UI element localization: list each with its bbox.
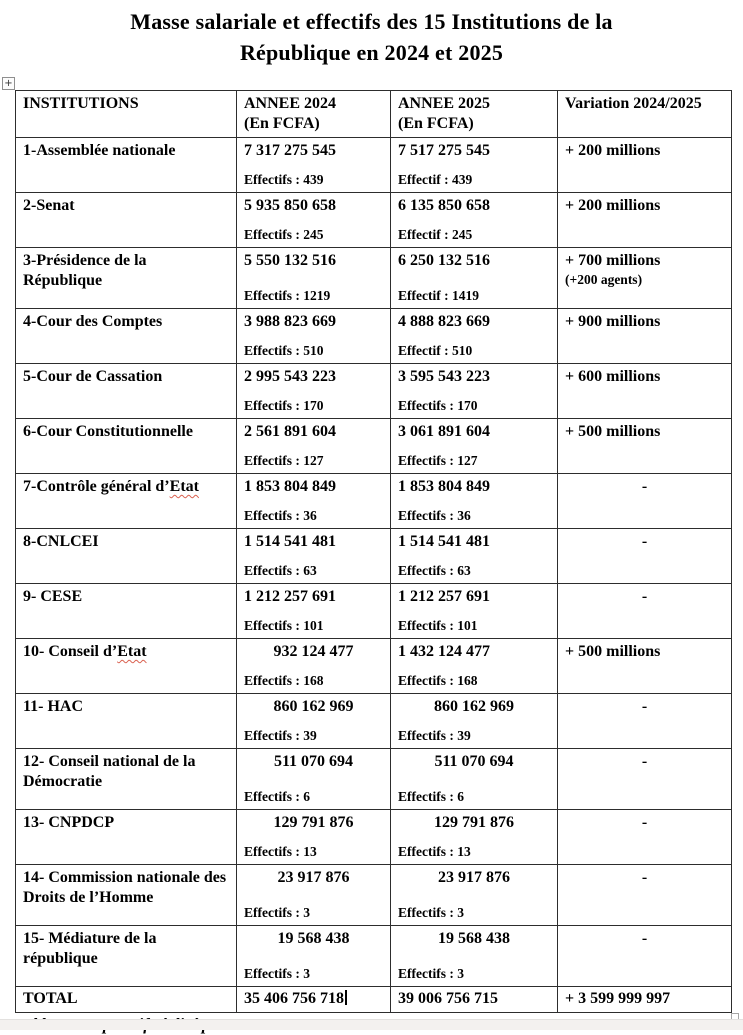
- amount-2024-cell: [237, 419, 391, 474]
- variation-cell: [558, 529, 732, 584]
- effectifs-2025: Effectifs : 13: [398, 844, 471, 859]
- amount-2025-cell: [391, 364, 558, 419]
- institution-cell: 8-CNLCEI: [16, 529, 237, 584]
- variation-cell: [558, 694, 732, 749]
- effectifs-2025: Effectifs : 3: [398, 966, 464, 981]
- table-row: [16, 865, 732, 926]
- salary-amount-2025: 860 162 969: [434, 698, 514, 715]
- institution-cell: 15- Médiature de la république: [16, 926, 237, 987]
- variation-value: -: [641, 814, 648, 831]
- institution-cell: 2-Senat: [16, 193, 237, 248]
- salary-amount-2025: 1 212 257 691: [398, 588, 490, 605]
- effectifs-2025: Effectifs : 168: [398, 673, 478, 688]
- table-container: [4, 78, 731, 1013]
- effectifs-2024: Effectifs : 439: [244, 172, 324, 187]
- effectifs-2024: Effectifs : 245: [244, 227, 324, 242]
- effectifs-2024: Effectifs : 101: [244, 618, 324, 633]
- salary-amount-2024: 7 317 275 545: [244, 142, 336, 159]
- total-amount-2024: 35 406 756 718: [237, 987, 391, 1013]
- institution-cell: 11- HAC: [16, 694, 237, 749]
- amount-2025-cell: [391, 926, 558, 987]
- variation-value: -: [641, 698, 648, 715]
- amount-2025-cell: [391, 193, 558, 248]
- misspelled-word: Etat: [169, 478, 199, 495]
- effectifs-2025: Effectif : 1419: [398, 288, 479, 303]
- institution-cell: 7-Contrôle général d’Etat: [16, 474, 237, 529]
- amount-2025-cell: [391, 248, 558, 309]
- misspelled-word: Etat: [117, 643, 147, 660]
- variation-value: -: [641, 478, 648, 495]
- salary-amount-2025: 3 595 543 223: [398, 368, 490, 385]
- variation-value: + 200 millions: [565, 197, 661, 214]
- effectifs-2024: Effectifs : 127: [244, 453, 324, 468]
- variation-cell: [558, 248, 732, 309]
- amount-2024-cell: [237, 364, 391, 419]
- institution-cell: 14- Commission nationale des Droits de l’Homme: [16, 865, 237, 926]
- salary-amount-2024: 5 550 132 516: [244, 252, 336, 269]
- header-annee-2025-line1: ANNEE 2025: [398, 95, 491, 112]
- salary-amount-2024: 1 212 257 691: [244, 588, 336, 605]
- institution-cell: 6-Cour Constitutionnelle: [16, 419, 237, 474]
- amount-2024-cell: [237, 639, 391, 694]
- variation-value: + 600 millions: [565, 368, 661, 385]
- variation-note: (+200 agents): [565, 272, 643, 287]
- salary-amount-2025: 1 432 124 477: [398, 643, 490, 660]
- variation-value: -: [641, 588, 648, 605]
- salary-amount-2024: 860 162 969: [273, 698, 354, 715]
- table-row: [16, 810, 732, 865]
- variation-cell: [558, 364, 732, 419]
- amount-2024-cell: [237, 865, 391, 926]
- effectifs-2025: Effectifs : 127: [398, 453, 478, 468]
- effectifs-2024: Effectifs : 170: [244, 398, 324, 413]
- header-annee-2024-line2: (En FCFA): [244, 115, 320, 132]
- table-row: [16, 364, 732, 419]
- salary-amount-2025: 3 061 891 604: [398, 423, 490, 440]
- table-move-handle[interactable]: [2, 77, 15, 90]
- salary-amount-2024: 511 070 694: [273, 753, 354, 770]
- table-row: [16, 749, 732, 810]
- total-amount-2025: 39 006 756 715: [391, 987, 558, 1013]
- table-row: [16, 193, 732, 248]
- variation-value: + 500 millions: [565, 423, 661, 440]
- effectifs-2024: Effectifs : 3: [244, 966, 310, 981]
- amount-2024-cell: [237, 193, 391, 248]
- effectifs-2024: Effectifs : 510: [244, 343, 324, 358]
- table-row: [16, 926, 732, 987]
- header-institutions: INSTITUTIONS: [16, 91, 237, 138]
- amount-2024-cell: [237, 926, 391, 987]
- effectifs-2024: Effectifs : 13: [244, 844, 317, 859]
- salary-amount-2024: 129 791 876: [273, 814, 354, 831]
- salary-amount-2024: 3 988 823 669: [244, 313, 336, 330]
- institution-cell: 12- Conseil national de la Démocratie: [16, 749, 237, 810]
- plus-icon: +: [4, 78, 13, 89]
- variation-cell: [558, 584, 732, 639]
- salary-amount-2025: 4 888 823 669: [398, 313, 490, 330]
- amount-2025-cell: [391, 138, 558, 193]
- effectifs-2024: Effectifs : 39: [244, 728, 317, 743]
- effectifs-2024: Effectifs : 1219: [244, 288, 331, 303]
- title-line-2: République en 2024 et 2025: [239, 40, 504, 65]
- amount-2024-cell: [237, 138, 391, 193]
- effectifs-2024: Effectifs : 168: [244, 673, 324, 688]
- document-page[interactable]: [0, 6, 743, 1035]
- text-cursor: [345, 990, 347, 1005]
- variation-cell: [558, 138, 732, 193]
- amount-2024-cell: [237, 810, 391, 865]
- document-title: [42, 6, 701, 68]
- variation-value: -: [641, 869, 648, 886]
- effectifs-2025: Effectifs : 6: [398, 789, 464, 804]
- table-row: [16, 694, 732, 749]
- salary-amount-2025: 6 250 132 516: [398, 252, 490, 269]
- institution-cell: 1-Assemblée nationale: [16, 138, 237, 193]
- table-row: [16, 584, 732, 639]
- total-label: TOTAL: [16, 987, 237, 1013]
- page-bottom-strip: [0, 1019, 743, 1030]
- header-annee-2025-line2: (En FCFA): [398, 115, 474, 132]
- effectifs-2025: Effectifs : 39: [398, 728, 471, 743]
- effectifs-2025: Effectifs : 3: [398, 905, 464, 920]
- variation-cell: [558, 419, 732, 474]
- amount-2025-cell: [391, 419, 558, 474]
- table-row: [16, 474, 732, 529]
- amount-2025-cell: [391, 749, 558, 810]
- effectifs-2025: Effectif : 245: [398, 227, 473, 242]
- variation-value: + 200 millions: [565, 142, 661, 159]
- salary-amount-2025: 1 853 804 849: [398, 478, 490, 495]
- variation-cell: [558, 865, 732, 926]
- total-row: [16, 987, 732, 1013]
- salary-amount-2024: 5 935 850 658: [244, 197, 336, 214]
- variation-value: -: [641, 753, 648, 770]
- effectifs-2025: Effectif : 510: [398, 343, 473, 358]
- salary-amount-2024: 1 514 541 481: [244, 533, 336, 550]
- effectifs-2024: Effectifs : 36: [244, 508, 317, 523]
- effectifs-2025: Effectifs : 36: [398, 508, 471, 523]
- institution-cell: 9- CESE: [16, 584, 237, 639]
- amount-2025-cell: [391, 865, 558, 926]
- salary-amount-2025: 19 568 438: [438, 930, 510, 947]
- header-row: [16, 91, 732, 138]
- institution-cell: 13- CNPDCP: [16, 810, 237, 865]
- salary-amount-2025: 7 517 275 545: [398, 142, 490, 159]
- effectifs-2025: Effectifs : 170: [398, 398, 478, 413]
- salary-amount-2024: 19 568 438: [277, 930, 350, 947]
- amount-2024-cell: [237, 749, 391, 810]
- table-row: [16, 529, 732, 584]
- table-row: [16, 248, 732, 309]
- table-row: [16, 138, 732, 193]
- variation-cell: [558, 926, 732, 987]
- salary-amount-2025: 6 135 850 658: [398, 197, 490, 214]
- amount-2025-cell: [391, 309, 558, 364]
- amount-2024-cell: [237, 474, 391, 529]
- variation-cell: [558, 810, 732, 865]
- header-annee-2024: [237, 91, 391, 138]
- variation-value: + 900 millions: [565, 313, 661, 330]
- institution-cell: 4-Cour des Comptes: [16, 309, 237, 364]
- amount-2024-cell: [237, 694, 391, 749]
- salary-amount-2024: 1 853 804 849: [244, 478, 336, 495]
- table-row: [16, 639, 732, 694]
- amount-2025-cell: [391, 694, 558, 749]
- header-variation: Variation 2024/2025: [558, 91, 732, 138]
- variation-cell: [558, 749, 732, 810]
- effectifs-2024: Effectifs : 3: [244, 905, 310, 920]
- title-line-1: Masse salariale et effectifs des 15 Institutions de la: [130, 9, 613, 34]
- comparison-table: [15, 90, 732, 1013]
- effectifs-2025: Effectif : 439: [398, 172, 473, 187]
- table-row: [16, 309, 732, 364]
- salary-amount-2025: 1 514 541 481: [398, 533, 490, 550]
- variation-cell: [558, 474, 732, 529]
- header-annee-2024-line1: ANNEE 2024: [244, 95, 337, 112]
- salary-amount-2024: 2 561 891 604: [244, 423, 336, 440]
- effectifs-2025: Effectifs : 63: [398, 563, 471, 578]
- variation-value: + 700 millions: [565, 252, 661, 269]
- amount-2024-cell: [237, 529, 391, 584]
- effectifs-2024: Effectifs : 63: [244, 563, 317, 578]
- total-variation: + 3 599 999 997: [558, 987, 732, 1013]
- institution-cell: 10- Conseil d’Etat: [16, 639, 237, 694]
- variation-cell: [558, 309, 732, 364]
- amount-2025-cell: [391, 584, 558, 639]
- salary-amount-2025: 23 917 876: [438, 869, 510, 886]
- institution-cell: 5-Cour de Cassation: [16, 364, 237, 419]
- variation-value: -: [641, 930, 648, 947]
- institution-cell: 3-Présidence de la République: [16, 248, 237, 309]
- variation-cell: [558, 193, 732, 248]
- header-annee-2025: [391, 91, 558, 138]
- amount-2024-cell: [237, 248, 391, 309]
- salary-amount-2024: 2 995 543 223: [244, 368, 336, 385]
- effectifs-2024: Effectifs : 6: [244, 789, 310, 804]
- variation-value: -: [641, 533, 648, 550]
- effectifs-2025: Effectifs : 101: [398, 618, 478, 633]
- amount-2025-cell: [391, 529, 558, 584]
- table-body: [16, 138, 732, 987]
- salary-amount-2025: 511 070 694: [434, 753, 514, 770]
- variation-value: + 500 millions: [565, 643, 661, 660]
- amount-2024-cell: [237, 584, 391, 639]
- amount-2025-cell: [391, 639, 558, 694]
- amount-2025-cell: [391, 474, 558, 529]
- amount-2024-cell: [237, 309, 391, 364]
- amount-2025-cell: [391, 810, 558, 865]
- salary-amount-2024: 932 124 477: [273, 643, 354, 660]
- table-row: [16, 419, 732, 474]
- variation-cell: [558, 639, 732, 694]
- salary-amount-2024: 23 917 876: [277, 869, 350, 886]
- salary-amount-2025: 129 791 876: [434, 814, 514, 831]
